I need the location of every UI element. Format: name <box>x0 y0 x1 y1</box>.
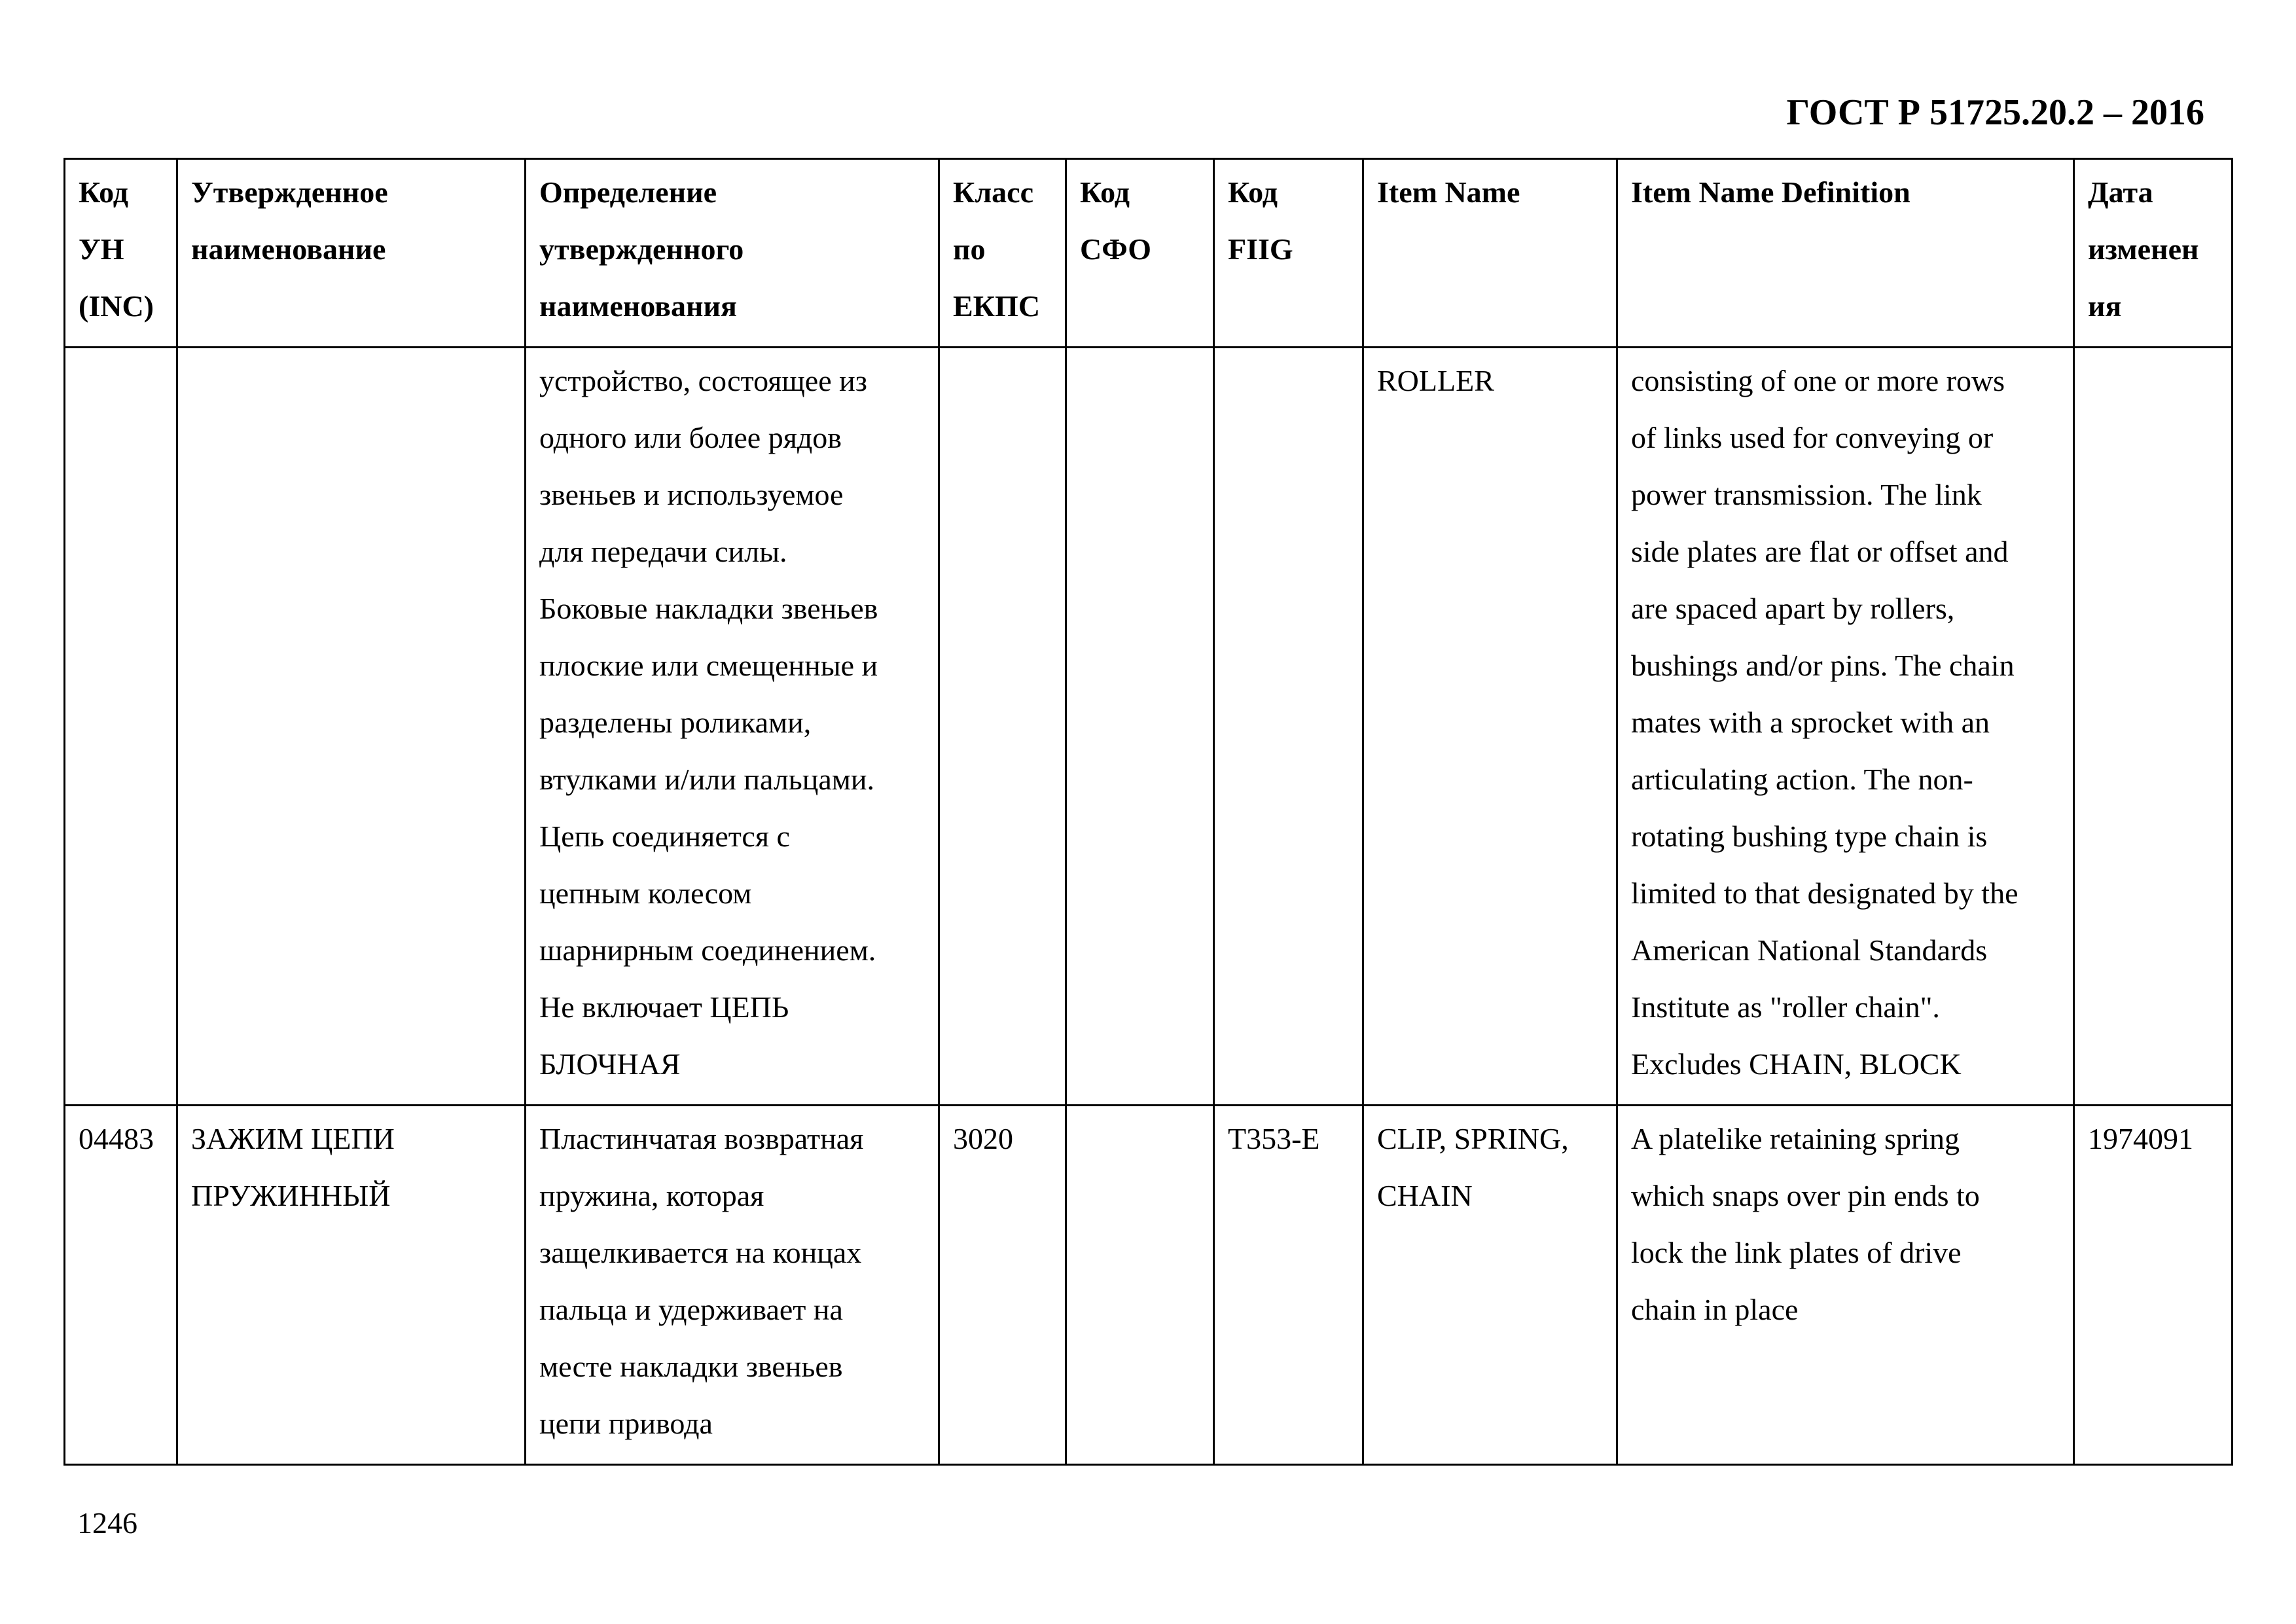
cell-text-line: устройство, состоящее из <box>539 364 867 397</box>
cell-text-line: ЗАЖИМ ЦЕПИ <box>191 1122 395 1155</box>
column-header-inc <box>65 159 177 348</box>
cell-text-line: пальца и удерживает на <box>539 1293 843 1326</box>
cell-text-line: одного или более рядов <box>539 421 842 454</box>
cell-text-line: are spaced apart by rollers, <box>1631 592 1955 625</box>
header-text-line: наименования <box>539 289 737 323</box>
page-number: 1246 <box>77 1506 137 1540</box>
cell-text-line: пружина, которая <box>539 1179 764 1212</box>
header-text-line: Утвержденное <box>191 175 388 209</box>
table-row <box>65 348 2233 1106</box>
header-text-line: ЕКПС <box>953 289 1041 323</box>
table-header-row <box>65 159 2233 348</box>
header-text-line: ия <box>2088 289 2122 323</box>
cell-text-line: защелкивается на концах <box>539 1236 862 1269</box>
table-row <box>65 1106 2233 1465</box>
header-text-line: Item Name Definition <box>1631 175 1910 209</box>
cell-text-line: rotating bushing type chain is <box>1631 820 1988 853</box>
header-text-line: Определение <box>539 175 717 209</box>
cell-text-line: ПРУЖИННЫЙ <box>191 1179 391 1212</box>
cell-text-line: Institute as "roller chain". <box>1631 990 1940 1024</box>
cell-text-line: which snaps over pin ends to <box>1631 1179 1980 1212</box>
header-text-line: (INC) <box>79 289 154 323</box>
cell-text-line: CLIP, SPRING, <box>1377 1122 1569 1155</box>
cell-text-line: bushings and/or pins. The chain <box>1631 649 2015 682</box>
cell-text-line: втулками и/или пальцами. <box>539 763 875 796</box>
header-text-line: Код <box>1228 175 1278 209</box>
column-header-change-date <box>2074 159 2233 348</box>
column-header-approved-name <box>177 159 526 348</box>
header-text-line: по <box>953 232 986 266</box>
cell-text-line: T353-E <box>1228 1122 1320 1155</box>
cell-text-line: звеньев и используемое <box>539 478 844 511</box>
cell-item-name <box>1363 348 1617 1106</box>
cell-text-line: 04483 <box>79 1122 154 1155</box>
cell-text-line: цепным колесом <box>539 876 752 910</box>
cell-item-name <box>1363 1106 1617 1465</box>
cell-approved-name <box>177 348 526 1106</box>
table-body <box>65 348 2233 1465</box>
cell-text-line: цепи привода <box>539 1407 713 1440</box>
cell-text-line: limited to that designated by the <box>1631 876 2018 910</box>
cell-text-line: 1974091 <box>2088 1122 2193 1155</box>
column-header-item-name-definition <box>1617 159 2074 348</box>
cell-definition <box>526 1106 939 1465</box>
cell-text-line: power transmission. The link <box>1631 478 1982 511</box>
header-text-line: Код <box>1080 175 1130 209</box>
cell-class-ekps <box>939 1106 1066 1465</box>
cell-text-line: CHAIN <box>1377 1179 1473 1212</box>
header-text-line: утвержденного <box>539 232 744 266</box>
cell-item-name-definition <box>1617 1106 2074 1465</box>
cell-text-line: American National Standards <box>1631 933 1988 967</box>
cell-text-line: для передачи силы. <box>539 535 787 568</box>
column-header-definition <box>526 159 939 348</box>
cell-inc <box>65 1106 177 1465</box>
header-text-line: изменен <box>2088 232 2199 266</box>
header-text-line: Дата <box>2088 175 2153 209</box>
cell-text-line: consisting of one or more rows <box>1631 364 2005 397</box>
cell-text-line: lock the link plates of drive <box>1631 1236 1962 1269</box>
document-header: ГОСТ Р 51725.20.2 – 2016 <box>1786 92 2204 133</box>
cell-text-line: Не включает ЦЕПЬ <box>539 990 789 1024</box>
header-text-line: УН <box>79 232 124 266</box>
header-text-line: Item Name <box>1377 175 1520 209</box>
header-text-line: СФО <box>1080 232 1152 266</box>
cell-text-line: Боковые накладки звеньев <box>539 592 878 625</box>
cell-text-line: БЛОЧНАЯ <box>539 1047 681 1081</box>
cell-text-line: разделены роликами, <box>539 706 812 739</box>
cell-item-name-definition <box>1617 348 2074 1106</box>
cell-code-fiig <box>1214 348 1363 1106</box>
cell-text-line: A platelike retaining spring <box>1631 1122 1960 1155</box>
cell-text-line: Пластинчатая возвратная <box>539 1122 864 1155</box>
cell-definition <box>526 348 939 1106</box>
cell-text-line: of links used for conveying or <box>1631 421 1994 454</box>
cell-class-ekps <box>939 348 1066 1106</box>
cell-text-line: шарнирным соединением. <box>539 933 876 967</box>
cell-text-line: mates with a sprocket with an <box>1631 706 1990 739</box>
nomenclature-table <box>63 158 2233 1466</box>
cell-text-line: chain in place <box>1631 1293 1799 1326</box>
header-text-line: наименование <box>191 232 386 266</box>
cell-text-line: ROLLER <box>1377 364 1494 397</box>
header-text-line: Класс <box>953 175 1033 209</box>
cell-code-fiig <box>1214 1106 1363 1465</box>
cell-text-line: месте накладки звеньев <box>539 1350 843 1383</box>
column-header-class-ekps <box>939 159 1066 348</box>
cell-code-sfo <box>1066 348 1214 1106</box>
cell-inc <box>65 348 177 1106</box>
cell-text-line: side plates are flat or offset and <box>1631 535 2009 568</box>
cell-text-line: Excludes CHAIN, BLOCK <box>1631 1047 1962 1081</box>
column-header-item-name <box>1363 159 1617 348</box>
cell-text-line: 3020 <box>953 1122 1013 1155</box>
cell-code-sfo <box>1066 1106 1214 1465</box>
cell-text-line: плоские или смещенные и <box>539 649 878 682</box>
cell-text-line: Цепь соединяется с <box>539 820 790 853</box>
column-header-code-fiig <box>1214 159 1363 348</box>
cell-text-line: articulating action. The non- <box>1631 763 1973 796</box>
cell-change-date <box>2074 348 2233 1106</box>
cell-approved-name <box>177 1106 526 1465</box>
cell-change-date <box>2074 1106 2233 1465</box>
header-text-line: FIIG <box>1228 232 1293 266</box>
header-text-line: Код <box>79 175 129 209</box>
column-header-code-sfo <box>1066 159 1214 348</box>
